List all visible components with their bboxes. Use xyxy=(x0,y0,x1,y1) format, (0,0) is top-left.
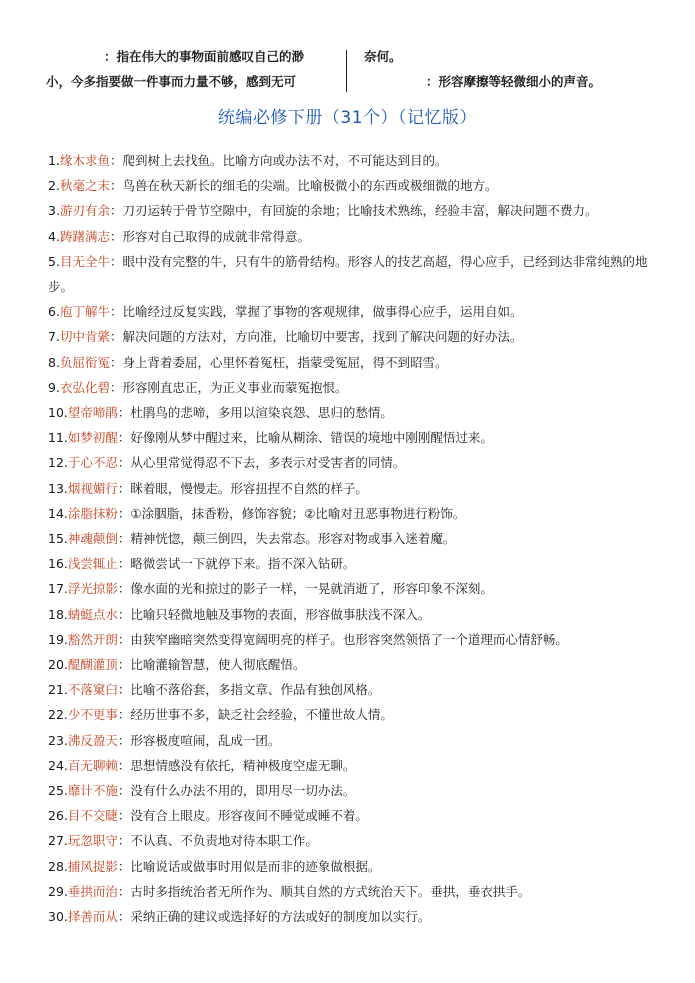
idiom-definition: 精神恍惚，颠三倒四，失去常态。形容对物或事入迷着魔。 xyxy=(130,531,456,547)
entry-number: 5. xyxy=(48,253,60,269)
idiom-entry xyxy=(48,425,653,450)
term-separator: ： xyxy=(117,430,131,446)
idiom-list xyxy=(48,148,653,929)
idiom-term: 神魂颠倒 xyxy=(67,531,118,547)
idiom-entry xyxy=(48,879,653,904)
entry-number: 19. xyxy=(48,631,68,647)
idiom-definition: 由狭窄幽暗突然变得宽阔明亮的样子。也形容突然领悟了一个道理而心情舒畅。 xyxy=(130,631,568,647)
continuation-left-column xyxy=(46,44,342,94)
idiom-term: 目不交睫 xyxy=(67,808,118,824)
idiom-entry xyxy=(48,602,653,627)
entry-number: 18. xyxy=(48,606,68,622)
entry-number: 7. xyxy=(48,329,60,345)
term-separator: ： xyxy=(109,153,123,168)
term-separator: ： xyxy=(117,531,131,547)
entry-number: 3. xyxy=(48,203,60,219)
term-separator: ： xyxy=(109,354,123,370)
entry-number: 12. xyxy=(48,455,68,471)
term-separator: ： xyxy=(117,606,131,622)
idiom-entry xyxy=(48,299,653,324)
entry-number: 23. xyxy=(48,732,68,748)
entry-number: 26. xyxy=(48,808,68,824)
idiom-definition: 没有什么办法不用的，即用尽一切办法。 xyxy=(130,783,356,799)
idiom-definition: 比喻只轻微地触及事物的表面，形容做事肤浅不深入。 xyxy=(130,606,431,622)
idiom-definition: 比喻不落俗套，多指文章、作品有独创风格。 xyxy=(130,682,381,698)
idiom-entry xyxy=(48,224,653,249)
idiom-term: 蜻蜓点水 xyxy=(67,606,118,622)
column-divider xyxy=(346,50,347,92)
idiom-definition: 眼中没有完整的牛，只有牛的筋骨结构。形容人的技艺高超，得心应手，已经到达非常纯熟的地步。 xyxy=(48,253,648,295)
idiom-entry xyxy=(48,375,653,400)
idiom-entry xyxy=(48,702,653,727)
entry-number: 4. xyxy=(48,228,60,244)
term-separator: ： xyxy=(117,732,131,748)
idiom-definition: 不认真、不负责地对待本职工作。 xyxy=(130,833,318,849)
idiom-definition: 思想情感没有依托，精神极度空虚无聊。 xyxy=(130,757,356,773)
term-separator: ： xyxy=(117,808,131,824)
idiom-entry xyxy=(48,148,653,173)
idiom-term: 庖丁解牛 xyxy=(59,304,110,320)
idiom-definition: 杜鹃鸟的悲啼，多用以渲染哀怨、思归的愁情。 xyxy=(130,405,393,421)
idiom-definition: 刀刃运转于骨节空隙中，有回旋的余地；比喻技术熟练，经验丰富，解决问题不费力。 xyxy=(122,203,598,219)
term-separator: ： xyxy=(117,657,131,673)
idiom-definition: 经历世事不多，缺乏社会经验，不懂世故人情。 xyxy=(130,707,393,723)
idiom-entry xyxy=(48,728,653,753)
idiom-term: 沸反盈天 xyxy=(67,732,118,748)
idiom-entry xyxy=(48,828,653,853)
term-separator: ： xyxy=(109,329,123,345)
entry-number: 28. xyxy=(48,858,68,874)
term-separator: ： xyxy=(117,909,131,925)
term-separator: ： xyxy=(117,858,131,874)
idiom-entry xyxy=(48,400,653,425)
idiom-term: 垂拱而治 xyxy=(67,883,118,899)
idiom-definition: 形容刚直忠正，为正义事业而蒙冤抱恨。 xyxy=(122,379,348,395)
idiom-term: 踌躇满志 xyxy=(59,228,110,244)
idiom-term: 不落窠臼 xyxy=(67,682,118,698)
continuation-right-line-2: ：形容摩擦等轻微细小的声音。 xyxy=(426,74,602,89)
entry-number: 29. xyxy=(48,883,68,899)
idiom-definition: 形容对自己取得的成就非常得意。 xyxy=(122,228,310,244)
idiom-definition: 鸟兽在秋天新长的细毛的尖端。比喻极微小的东西或极细微的地方。 xyxy=(122,178,498,194)
previous-page-continuation xyxy=(0,44,695,92)
idiom-definition: 眯着眼，慢慢走。形容扭捏不自然的样子。 xyxy=(130,480,368,496)
continuation-right-column xyxy=(364,44,664,94)
term-separator: ： xyxy=(117,405,131,421)
entry-number: 16. xyxy=(48,556,68,572)
idiom-entry xyxy=(48,249,653,299)
term-separator: ： xyxy=(117,682,131,698)
idiom-definition: 像水面的光和掠过的影子一样，一晃就消逝了，形容印象不深刻。 xyxy=(130,581,493,597)
term-separator: ： xyxy=(109,228,123,244)
idiom-term: 切中肯綮 xyxy=(59,329,110,345)
term-separator: ： xyxy=(109,178,123,194)
entry-number: 15. xyxy=(48,531,68,547)
entry-number: 14. xyxy=(48,505,68,521)
entry-number: 11. xyxy=(48,430,68,446)
term-separator: ： xyxy=(117,707,131,723)
term-separator: ： xyxy=(109,304,123,320)
term-separator: ： xyxy=(117,833,131,849)
idiom-definition: 形容极度喧闹，乱成一团。 xyxy=(130,732,281,748)
idiom-entry xyxy=(48,501,653,526)
term-separator: ： xyxy=(117,631,131,647)
term-separator: ： xyxy=(117,783,131,799)
term-separator: ： xyxy=(109,253,123,269)
idiom-definition: 从心里常觉得忍不下去，多表示对受害者的同情。 xyxy=(130,455,406,471)
idiom-term: 望帝啼鹃 xyxy=(67,405,118,421)
idiom-entry xyxy=(48,526,653,551)
idiom-term: 浅尝辄止 xyxy=(67,556,118,572)
idiom-entry xyxy=(48,476,653,501)
idiom-entry xyxy=(48,803,653,828)
entry-number: 1. xyxy=(48,153,60,168)
entry-number: 30. xyxy=(48,909,68,925)
idiom-definition: 爬到树上去找鱼。比喻方向或办法不对，不可能达到目的。 xyxy=(122,153,448,168)
idiom-term: 衣弘化碧 xyxy=(59,379,110,395)
idiom-term: 秋毫之末 xyxy=(59,178,110,194)
idiom-definition: 解决问题的方法对，方向准，比喻切中要害，找到了解决问题的好办法。 xyxy=(122,329,523,345)
idiom-entry xyxy=(48,350,653,375)
idiom-term: 浮光掠影 xyxy=(67,581,118,597)
idiom-term: 醍醐灌顶 xyxy=(67,657,118,673)
idiom-term: 目无全牛 xyxy=(59,253,110,269)
term-separator: ： xyxy=(117,556,131,572)
idiom-entry xyxy=(48,627,653,652)
entry-number: 2. xyxy=(48,178,60,194)
idiom-term: 少不更事 xyxy=(67,707,118,723)
idiom-term: 豁然开朗 xyxy=(67,631,118,647)
idiom-definition: 采纳正确的建议或选择好的方法或好的制度加以实行。 xyxy=(130,909,431,925)
term-separator: ： xyxy=(109,379,123,395)
entry-number: 10. xyxy=(48,405,68,421)
idiom-entry xyxy=(48,324,653,349)
idiom-entry xyxy=(48,576,653,601)
idiom-definition: 略微尝试一下就停下来。指不深入钻研。 xyxy=(130,556,356,572)
idiom-definition: 古时多指统治者无所作为、顺其自然的方式统治天下。垂拱，垂衣拱手。 xyxy=(130,883,531,899)
idiom-term: 玩忽职守 xyxy=(67,833,118,849)
idiom-entry xyxy=(48,778,653,803)
idiom-definition: 没有合上眼皮。形容夜间不睡觉或睡不着。 xyxy=(130,808,368,824)
idiom-definition: 比喻经过反复实践，掌握了事物的客观规律，做事得心应手，运用自如。 xyxy=(122,304,523,320)
term-separator: ： xyxy=(117,581,131,597)
entry-number: 21. xyxy=(48,682,68,698)
idiom-definition: 比喻说话或做事时用似是而非的迹象做根据。 xyxy=(130,858,381,874)
term-separator: ： xyxy=(117,455,131,471)
idiom-term: 涂脂抹粉 xyxy=(67,505,118,521)
term-separator: ： xyxy=(117,757,131,773)
idiom-term: 靡计不施 xyxy=(67,783,118,799)
term-separator: ： xyxy=(117,505,131,521)
entry-number: 20. xyxy=(48,657,68,673)
idiom-term: 缘木求鱼 xyxy=(59,153,110,168)
idiom-term: 百无聊赖 xyxy=(67,757,118,773)
entry-number: 9. xyxy=(48,379,60,395)
idiom-definition: 身上背着委屈，心里怀着冤枉，指蒙受冤屈，得不到昭雪。 xyxy=(122,354,448,370)
entry-number: 13. xyxy=(48,480,68,496)
idiom-term: 择善而从 xyxy=(67,909,118,925)
idiom-entry xyxy=(48,854,653,879)
continuation-right-line-1: 奈何。 xyxy=(364,49,402,64)
idiom-term: 捕风捉影 xyxy=(67,858,118,874)
term-separator: ： xyxy=(109,203,123,219)
idiom-term: 于心不忍 xyxy=(67,455,118,471)
entry-number: 8. xyxy=(48,354,60,370)
idiom-entry xyxy=(48,652,653,677)
idiom-definition: 比喻灌输智慧，使人彻底醒悟。 xyxy=(130,657,306,673)
continuation-left-line-1: ：指在伟大的事物面前感叹自己的渺 xyxy=(104,49,305,64)
idiom-entry xyxy=(48,551,653,576)
entry-number: 25. xyxy=(48,783,68,799)
idiom-term: 游刃有余 xyxy=(59,203,110,219)
idiom-term: 负屈衔冤 xyxy=(59,354,110,370)
idiom-term: 如梦初醒 xyxy=(67,430,118,446)
entry-number: 6. xyxy=(48,304,60,320)
idiom-entry xyxy=(48,677,653,702)
page-title: 统编必修下册（31个）（记忆版） xyxy=(217,108,478,128)
entry-number: 24. xyxy=(48,757,68,773)
idiom-entry xyxy=(48,904,653,929)
idiom-term: 烟视媚行 xyxy=(67,480,118,496)
entry-number: 22. xyxy=(48,707,68,723)
entry-number: 17. xyxy=(48,581,68,597)
idiom-entry xyxy=(48,173,653,198)
idiom-definition: ①涂胭脂，抹香粉，修饰容貌；②比喻对丑恶事物进行粉饰。 xyxy=(130,505,466,521)
term-separator: ： xyxy=(117,883,131,899)
idiom-entry xyxy=(48,450,653,475)
idiom-definition: 好像刚从梦中醒过来，比喻从糊涂、错误的境地中刚刚醒悟过来。 xyxy=(130,430,493,446)
entry-number: 27. xyxy=(48,833,68,849)
term-separator: ： xyxy=(117,480,131,496)
idiom-entry xyxy=(48,753,653,778)
continuation-left-line-2: 小，今多指要做一件事而力量不够，感到无可 xyxy=(46,74,297,89)
idiom-entry xyxy=(48,198,653,223)
